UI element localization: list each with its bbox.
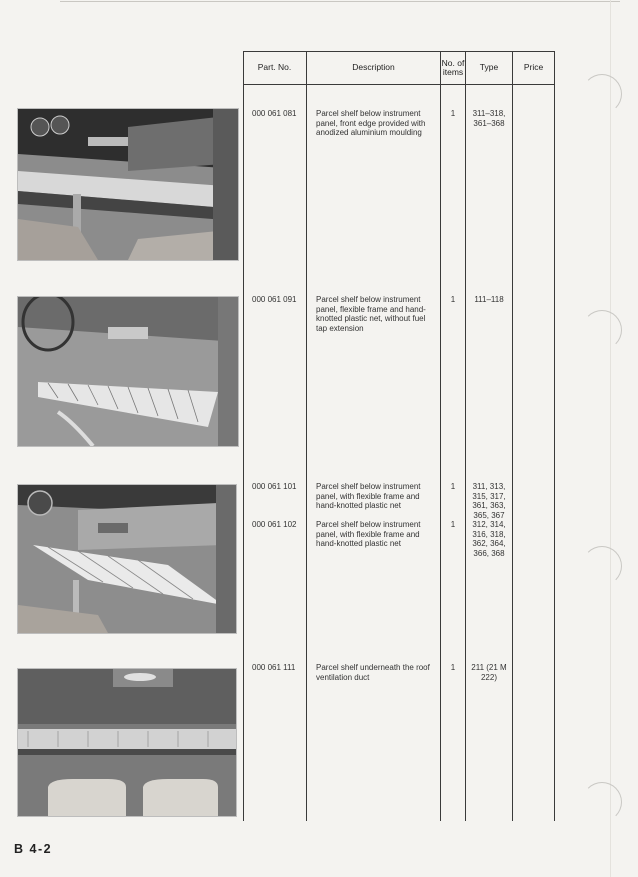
row-part-no: 000 061 091	[252, 295, 297, 304]
binder-hole	[582, 546, 622, 586]
column-divider	[512, 51, 513, 821]
column-divider	[306, 51, 307, 821]
header-description: Description	[352, 62, 395, 72]
row-type: 312, 314, 316, 318, 362, 364, 366, 368	[472, 520, 506, 558]
column-divider	[440, 51, 441, 821]
binder-hole	[582, 782, 622, 822]
row-no-of-items: 1	[450, 482, 456, 491]
row-part-no: 000 061 081	[252, 109, 297, 118]
row-part-no: 000 061 101	[252, 482, 297, 491]
header-part-no: Part. No.	[257, 62, 292, 72]
parts-table	[243, 51, 555, 821]
row-type: 111–118	[474, 295, 504, 304]
row-description: Parcel shelf below instrument panel, with flexible frame and hand-knotted plastic net	[316, 520, 421, 549]
row-no-of-items: 1	[450, 520, 456, 529]
table-border-left	[243, 51, 244, 821]
photo-parcel-shelf-net-300	[17, 484, 237, 634]
row-part-no: 000 061 102	[252, 520, 297, 529]
header-price: Price	[523, 62, 544, 72]
row-type: 311–318, 361–368	[472, 109, 506, 128]
table-border-right	[554, 51, 555, 821]
photo-parcel-shelf-roof	[17, 668, 237, 817]
row-type: 211 (21 M 222)	[471, 663, 507, 682]
column-divider	[465, 51, 466, 821]
row-part-no: 000 061 111	[252, 663, 296, 672]
row-no-of-items: 1	[450, 295, 456, 304]
binder-edge	[610, 0, 611, 877]
row-description: Parcel shelf below instrument panel, with flexible frame and hand-knotted plastic net	[316, 482, 421, 511]
header-type: Type	[479, 62, 499, 72]
row-description: Parcel shelf underneath the roof ventilation duct	[316, 663, 430, 682]
photo-parcel-shelf-net	[17, 296, 239, 447]
binder-hole	[582, 310, 622, 350]
photo-parcel-shelf-aluminium	[17, 108, 239, 261]
top-edge-line	[60, 1, 620, 2]
header-divider	[243, 84, 555, 85]
binder-hole	[582, 74, 622, 114]
row-no-of-items: 1	[450, 663, 456, 672]
row-description: Parcel shelf below instrument panel, front edge provided with anodized aluminium moulding	[316, 109, 426, 138]
row-type: 311, 313, 315, 317, 361, 363, 365, 367	[472, 482, 506, 520]
header-no-of-items: No. of items	[441, 57, 465, 77]
row-no-of-items: 1	[450, 109, 456, 118]
row-description: Parcel shelf below instrument panel, flexible frame and hand-knotted plastic net, without fuel tap extension	[316, 295, 426, 333]
page-number: B 4-2	[14, 842, 53, 856]
